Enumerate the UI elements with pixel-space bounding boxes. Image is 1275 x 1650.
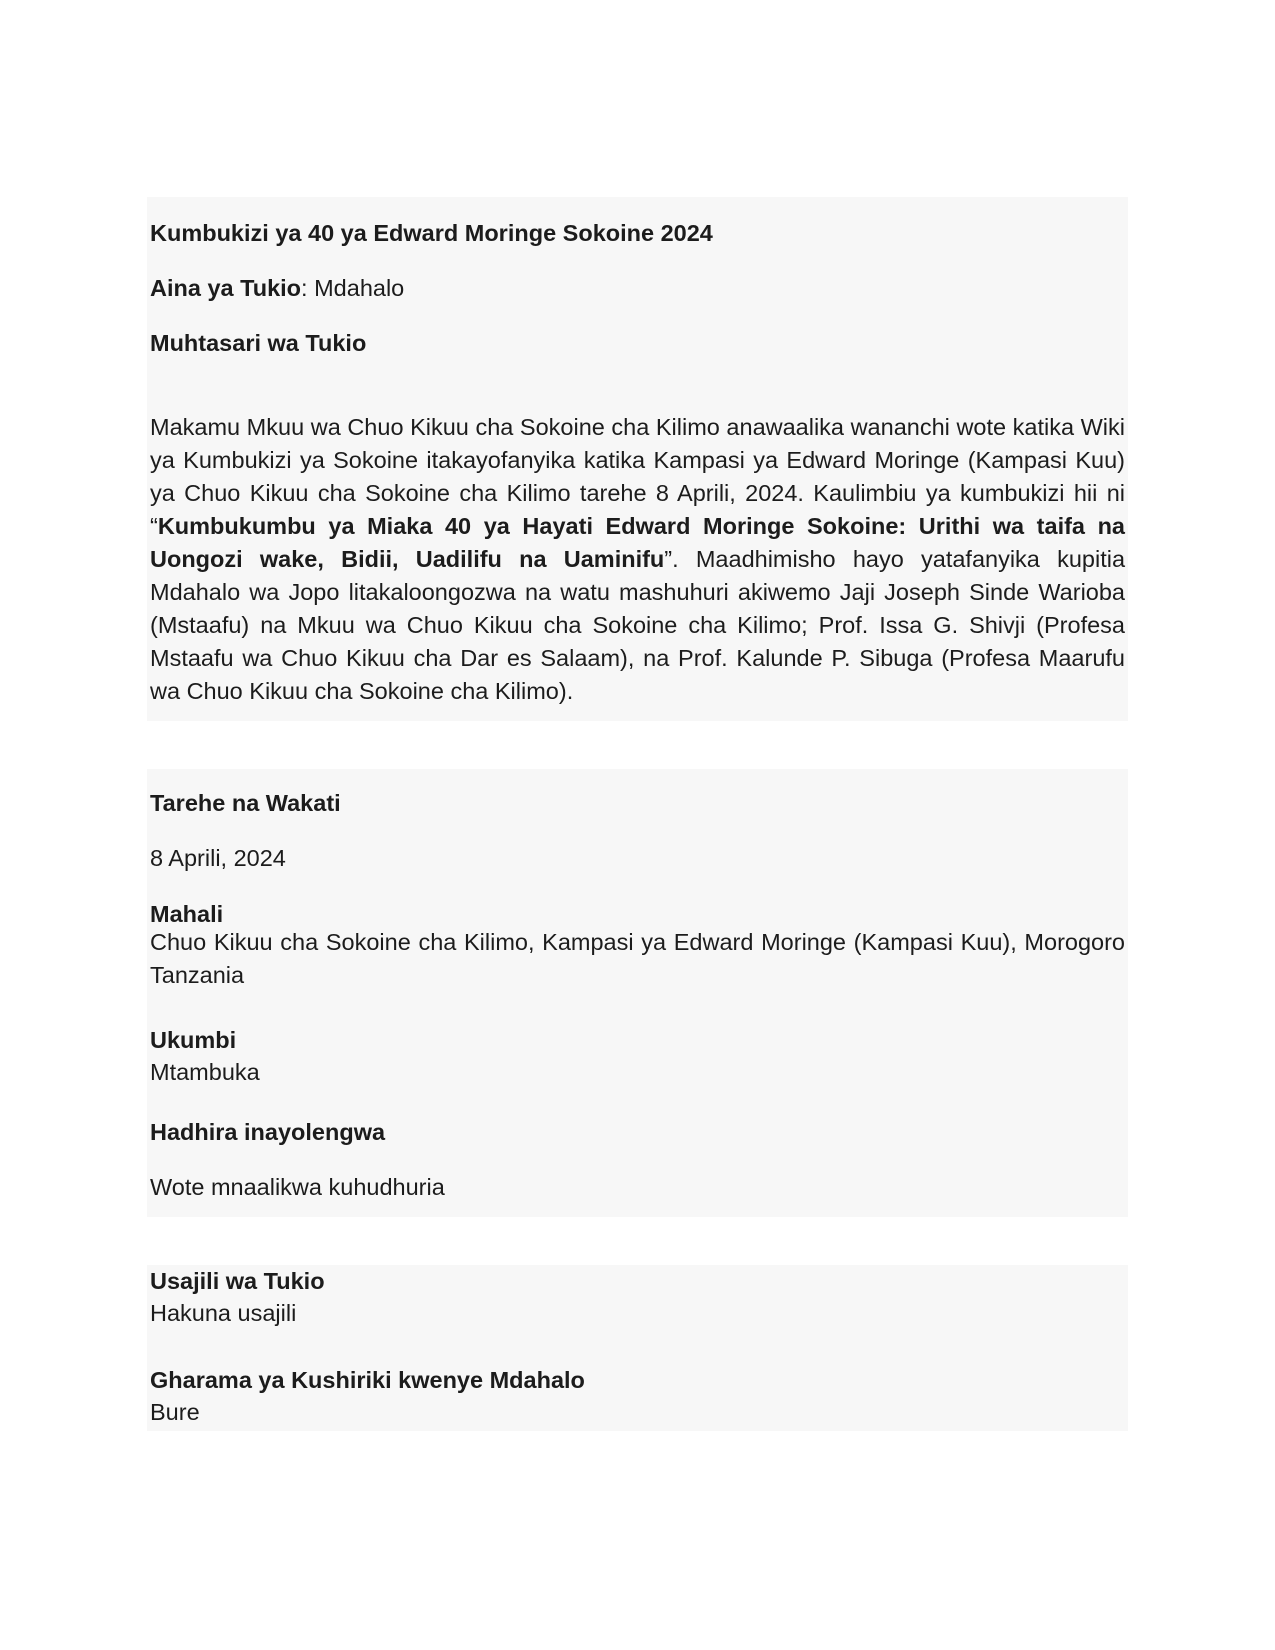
registration-value: Hakuna usajili bbox=[150, 1300, 297, 1326]
event-overview-section bbox=[147, 197, 1128, 721]
hall-heading: Ukumbi bbox=[150, 1027, 237, 1053]
event-details-section bbox=[147, 769, 1128, 1217]
venue-value: Chuo Kikuu cha Sokoine cha Kilimo, Kampasi ya Edward Moringe (Kampasi Kuu), Morogoro Tanzania bbox=[150, 929, 1125, 988]
event-title: Kumbukizi ya 40 ya Edward Moringe Sokoine 2024 bbox=[150, 220, 713, 246]
date-value: 8 Aprili, 2024 bbox=[150, 845, 286, 871]
cost-heading: Gharama ya Kushiriki kwenye Mdahalo bbox=[150, 1367, 585, 1393]
event-type-line bbox=[150, 272, 1125, 305]
audience-value: Wote mnaalikwa kuhudhuria bbox=[150, 1174, 445, 1200]
summary-text-rest: ”. Maadhimisho hayo yatafanyika kupitia Mdahalo wa Jopo litakaloongozwa na watu mashuhuri akiwemo Jaji Joseph Sinde Warioba (Mstaafu) na Mkuu wa Chuo Kikuu cha Sokoine cha Kilimo; Prof. Issa G. Shivji (Profesa Mstaafu wa Chuo Kikuu cha Dar es Salaam), na Prof. Kalunde P. Sibuga (Profesa Maarufu wa Chuo Kikuu cha Sokoine cha Kilimo). bbox=[150, 546, 1126, 704]
cost-value: Bure bbox=[150, 1399, 200, 1425]
venue-heading: Mahali bbox=[150, 901, 224, 927]
summary-heading: Muhtasari wa Tukio bbox=[150, 330, 367, 356]
registration-heading: Usajili wa Tukio bbox=[150, 1268, 325, 1294]
registration-section bbox=[147, 1265, 1128, 1431]
summary-text-intro: Makamu Mkuu wa Chuo Kikuu cha Sokoine cha Kilimo anawaalika wananchi wote katika Wiki ya Kumbukizi ya Sokoine itakayofanyika katika Kampasi ya Edward Moringe (Kampasi Kuu) ya Chuo Kikuu cha Sokoine cha Kilimo tarehe 8 Aprili, 2024. Kaulimbiu ya kumbukizi hii ni “ bbox=[150, 414, 1125, 539]
date-heading: Tarehe na Wakati bbox=[150, 790, 341, 816]
summary-theme: Kumbukumbu ya Miaka 40 ya Hayati Edward Moringe Sokoine: Urithi wa taifa na Uongozi wake, Bidii, Uadilifu na Uaminifu bbox=[150, 513, 1125, 572]
event-type-separator: : bbox=[301, 275, 315, 301]
event-type-label: Aina ya Tukio bbox=[150, 275, 302, 301]
audience-heading: Hadhira inayolengwa bbox=[150, 1119, 386, 1145]
summary-paragraph bbox=[150, 411, 1125, 708]
event-type-value: Mdahalo bbox=[314, 275, 405, 301]
hall-value: Mtambuka bbox=[150, 1059, 260, 1085]
